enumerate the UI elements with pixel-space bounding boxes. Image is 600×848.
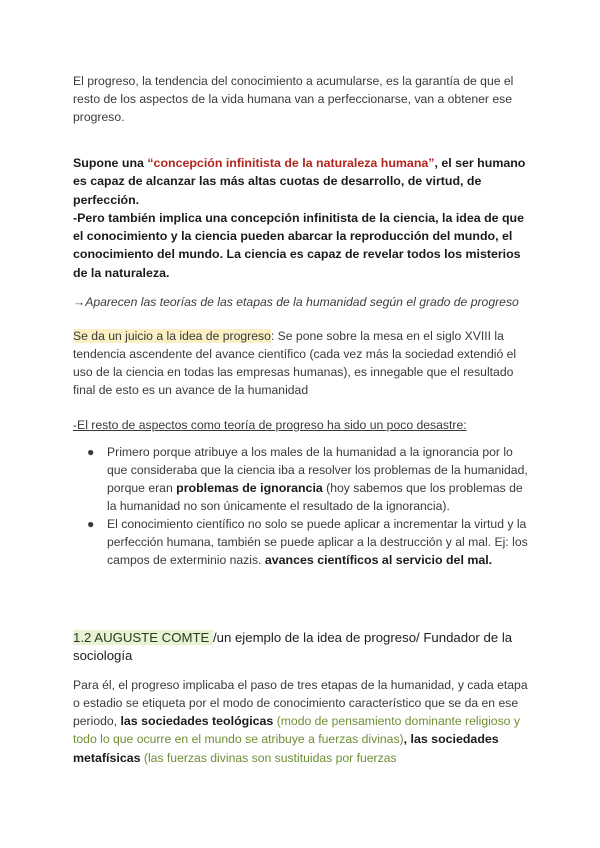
paragraph-progreso <box>73 72 533 126</box>
list-item <box>73 443 533 515</box>
bullet-2-bold: avances científicos al servicio del mal. <box>264 553 493 568</box>
concepcion-lead: Supone una <box>73 156 148 170</box>
paragraph-desastre <box>73 416 533 434</box>
etapas-text: →Aparecen las teorías de las etapas de la humanidad según el grado de progreso <box>73 295 519 309</box>
paragraph-etapas <box>73 293 533 311</box>
juicio-rest: : Se pone sobre la mesa en el siglo XVIII la tendencia ascendente del avance científico (cada vez más la sociedad extendió el uso de la ciencia en todas las empresas humanas), es innegable que el resultado final de esto es un avance de la humanidad <box>73 329 517 397</box>
comte-metafisicas: las sociedades metafísicas <box>73 732 499 765</box>
list-item <box>73 515 533 569</box>
bullet-list <box>73 443 533 570</box>
bullet-icon: ● <box>87 445 95 459</box>
concepcion-ciencia: -Pero también implica una concepción infinitista de la ciencia, la idea de que el conocimiento y la ciencia pueden abarcar la reproducción del mundo, el conocimiento del mundo. La ciencia es capaz de revelar todos los misterios de la naturaleza. <box>73 210 524 280</box>
comte-heading-highlight: 1.2 AUGUSTE COMTE <box>73 630 213 645</box>
comte-lead: Para él, el progreso implicaba el paso de tres etapas de la humanidad, y cada etapa o estadio se etiqueta por el modo de conocimiento característico que se da en ese periodo, <box>73 678 528 728</box>
paragraph-comte <box>73 676 533 767</box>
concepcion-rest: , el ser humano es capaz de alcanzar las más altas cuotas de desarrollo, de virtud, de perfección. <box>73 156 526 207</box>
desastre-text: -El resto de aspectos como teoría de progreso ha sido un poco desastre: <box>73 418 467 432</box>
comte-heading-rest: /un ejemplo de la idea de progreso/ Fundador de la sociología <box>73 630 513 663</box>
bullet-2-text: El conocimiento científico no solo se puede aplicar a incrementar la virtud y la perfección humana, también se puede aplicar a la destrucción y al mal. Ej: los campos de exterminio nazis. <box>107 517 528 568</box>
bullet-1-text: Primero porque atribuye a los males de la humanidad a la ignorancia por lo que consideraba que la ciencia iba a resolver los problemas de la humanidad, porque eran <box>107 445 528 495</box>
comte-teologicas-desc: (modo de pensamiento dominante religioso y todo lo que ocurre en el mundo se atribuye a fuerzas divinas) <box>73 714 520 747</box>
comte-separator: , <box>403 732 411 747</box>
paragraph-concepcion <box>73 154 533 282</box>
paragraph-progreso-text: El progreso, la tendencia del conocimiento a acumularse, es la garantía de que el resto de los aspectos de la vida humana van a perfeccionarse, van a obtener ese progreso. <box>73 74 514 124</box>
bullet-1-rest: (hoy sabemos que los problemas de la humanidad no son únicamente el resultado de la ignorancia). <box>107 481 523 514</box>
paragraph-juicio <box>73 327 533 399</box>
comte-teologicas: las sociedades teológicas <box>120 714 274 728</box>
section-heading-comte <box>73 629 533 665</box>
comte-metafisicas-desc: (las fuerzas divinas son sustituidas por fuerzas <box>140 750 397 765</box>
juicio-highlight: Se da un juicio a la idea de progreso <box>73 329 271 343</box>
bullet-1-bold: problemas de ignorancia <box>176 481 323 495</box>
concepcion-quote: “concepción infinitista de la naturaleza humana” <box>147 156 435 170</box>
bullet-icon: ● <box>87 517 95 532</box>
